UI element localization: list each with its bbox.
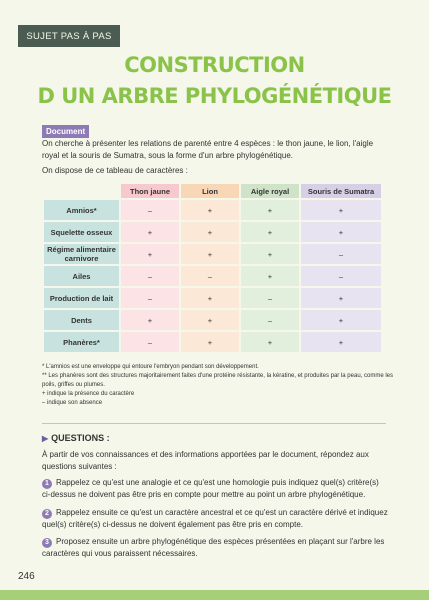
table-cell: – [121, 200, 179, 220]
row-label: Squelette osseux [44, 222, 119, 242]
column-header: Aigle royal [241, 184, 299, 198]
note-minus: – indique son absence [42, 400, 103, 406]
table-row [44, 332, 381, 352]
table-cell: + [121, 244, 179, 264]
table-cell: + [241, 222, 299, 242]
document-label: Document [42, 125, 89, 138]
table-cell: + [181, 200, 239, 220]
table-row [44, 200, 381, 220]
questions-heading [42, 433, 110, 443]
document-intro: On cherche à présenter les relations de parenté entre 4 espèces : le thon jaune, le lion, l'aigle royal et la souris de Sumatra, sous la forme d'un arbre phylogénétique. [42, 139, 374, 160]
table-cell: + [241, 200, 299, 220]
row-label: Ailes [44, 266, 119, 286]
table-cell: – [121, 288, 179, 308]
triangle-right-icon: ▶ [42, 434, 49, 443]
table-cell: + [301, 310, 381, 330]
note-amnios: * L'amnios est une enveloppe qui entoure l'embryon pendant son développement. [42, 364, 259, 370]
table-cell: + [241, 332, 299, 352]
table-cell: – [181, 266, 239, 286]
row-label: Régime alimentaire carnivore [44, 244, 119, 264]
note-phaneres: ** Les phanères sont des structures majoritairement faites d'une protéine résistante, la kératine, et produites par la peau, comme les poils, griffes ou plumes. [42, 373, 393, 388]
table-cell: + [121, 222, 179, 242]
questions-heading-label: QUESTIONS : [51, 433, 110, 443]
row-label: Dents [44, 310, 119, 330]
section-tab: SUJET PAS À PAS [18, 25, 120, 47]
table-row [44, 266, 381, 286]
row-label: Production de lait [44, 288, 119, 308]
table-cell: + [181, 332, 239, 352]
question-number-badge: 2 [42, 509, 52, 519]
question-item [42, 507, 389, 531]
note-plus: + indique la présence du caractère [42, 391, 135, 397]
question-text: Rappelez ensuite ce qu'est un caractère ancestral et ce qu'est un caractère dérivé et indiquez quel(s) critère(s) ci-dessus ne doivent également pas être pris en compte. [42, 508, 388, 529]
column-header: Souris de Sumatra [301, 184, 381, 198]
table-cell: – [301, 244, 381, 264]
table-cell: + [301, 332, 381, 352]
table-cell: + [121, 310, 179, 330]
questions-intro: À partir de vos connaissances et des informations apportées par le document, répondez aux questions suivantes : [42, 450, 369, 471]
table-row [44, 244, 381, 264]
table-cell: + [241, 244, 299, 264]
table-cell: + [181, 288, 239, 308]
row-label: Phanères* [44, 332, 119, 352]
column-header: Thon jaune [121, 184, 179, 198]
table-notes [42, 363, 402, 408]
table-cell: + [181, 222, 239, 242]
page-number: 246 [18, 571, 35, 582]
question-item [42, 477, 389, 501]
table-row [44, 222, 381, 242]
table-cell: + [301, 200, 381, 220]
document-intro-table: On dispose de ce tableau de caractères : [42, 166, 188, 175]
character-table [42, 182, 383, 354]
question-number-badge: 3 [42, 538, 52, 548]
table-cell: + [181, 310, 239, 330]
table-cell: + [301, 288, 381, 308]
question-text: Proposez ensuite un arbre phylogénétique des espèces présentées en plaçant sur l'arbre les caractères qui vous paraissent nécessaires. [42, 537, 385, 558]
table-cell: – [301, 266, 381, 286]
table-corner [44, 184, 119, 198]
divider [42, 423, 386, 424]
table-row [44, 310, 381, 330]
table-cell: – [121, 266, 179, 286]
table-row [44, 288, 381, 308]
table-cell: + [241, 266, 299, 286]
question-item [42, 536, 389, 560]
question-number-badge: 1 [42, 479, 52, 489]
page-title-line2: D UN ARBRE PHYLOGÉNÉTIQUE [37, 84, 392, 108]
table-cell: + [181, 244, 239, 264]
question-text: Rappelez ce qu'est une analogie et ce qu'est une homologie puis indiquez quel(s) critère(s) ci-dessus ne doivent pas être pris en compte pour mettre au point un arbre phylogénétique. [42, 478, 379, 499]
table-cell: – [241, 288, 299, 308]
table-cell: + [301, 222, 381, 242]
table-header-row [44, 184, 381, 198]
page-title-line1: CONSTRUCTION [124, 53, 305, 77]
table-cell: – [241, 310, 299, 330]
column-header: Lion [181, 184, 239, 198]
bottom-bar [0, 590, 429, 600]
table-cell: – [121, 332, 179, 352]
row-label: Amnios* [44, 200, 119, 220]
